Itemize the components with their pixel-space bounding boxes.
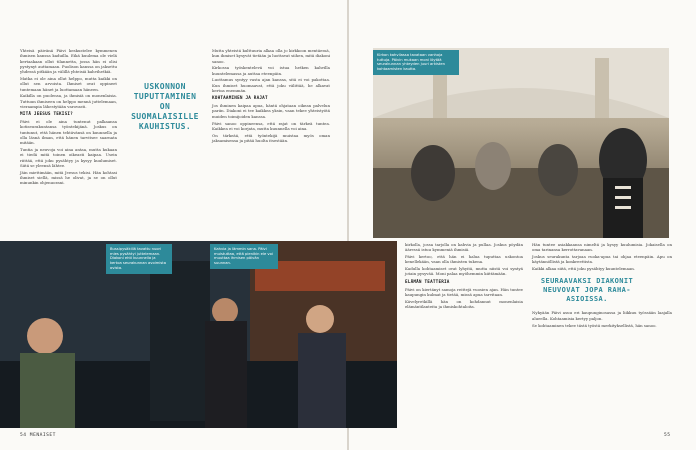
body-paragraph: Hän tuntee asiakkaansa nimeltä ja kysyy kuulumisia. Jokaisella on oma tarinansa kerrottavanaan.	[532, 242, 672, 253]
photo-church-interior	[373, 48, 669, 238]
subheading: MITÄ JEESUS TEKISI?	[20, 112, 73, 118]
street-illustration	[0, 241, 397, 428]
photo-street-evening	[0, 241, 397, 428]
left-column-2	[212, 48, 330, 145]
page-number-left: 54 MENAISET	[20, 433, 56, 438]
body-paragraph: Kaikilla on puolensa, ja ihmisiä on monenlaisia. Tuttuun ihmiseen on helppo mennä juttelemaan, vieraampia lähestytään varovasti.	[20, 93, 117, 109]
body-paragraph: Päivi on kiertänyt samoja reittejä vuosien ajan. Hän tuntee kaupungin kulmat ja tietää, missä apua tarvitaan.	[405, 286, 523, 297]
body-paragraph: Kirkossa työskentelevä voi istua hetken kahvilla kuuntelemassa ja auttaa eteenpäin.	[212, 65, 330, 76]
body-paragraph: On tärkeää, että työntekijä muistaa myös oman jaksamisensa ja pitää huolta itsestään.	[212, 132, 330, 143]
pull-quote-right: SEURAAVAKSI DIAKONIT NEUVOVAT JOPA RAHA-ASIOISSA.	[540, 277, 634, 304]
body-paragraph: Kadulla kohtaamiset ovat lyhyitä, mutta niistä voi syntyä jotain pysyvää. Moni palaa myöhemmin kiittämään.	[405, 266, 523, 277]
photo-caption-street-2: Kahvia ja lämmin sana. Päivi muistuttaa, että pienikin ele voi muuttaa ihmisen päivän suunnan.	[210, 244, 278, 269]
body-paragraph: Päivi sanoo oppineensa, että rajat on tärkeä tuntea. Kaikkea ei voi korjata, mutta kuunnella voi aina.	[212, 120, 330, 131]
photo-caption-church: Kirkon kahvilassa tavataan vanhoja tuttuja. Päivin mukaan moni löytää seurakunnan yhteyden juuri arkisten kohtaamisten kautta.	[373, 50, 459, 75]
body-paragraph: Luottamus syntyy vasta ajan kanssa, sitä ei voi pakottaa. Kun ihmiset huomaavat, että joku välittää, he alkavat kertoa enemmän.	[212, 77, 330, 94]
right-column-1	[405, 242, 523, 311]
body-paragraph: Yhteisä päivänä Päivi keskustelee kymmenen ihmisen kanssa kaduilla. Eikä kuulema ole vielä kertaakaan ollut tilannetta, jossa hän ei olisi pystynyt auttamaan. Puolison kanssa on jaksettu yhdessä pitkään ja välillä yhteisiä kahvihetkiä.	[20, 48, 117, 75]
body-paragraph: kirkolla, jossa tarjolla on kahvia ja pullaa. Joskus pöydän ääressä istuu kymmeniä ihmisiä.	[405, 242, 523, 253]
body-paragraph: Päivi ei ole aina tuntenut palkaansa kotiseurakuntansa työntekijänä. Joskus on tuntunut, että hänen tehtävänsä on kuunnella ja olla läsnä ilman, että hänen tarvitsee saarnata mitään.	[20, 119, 117, 146]
body-paragraph: Matka ei ole aina ollut helppo, mutta kaikki on ollut sen arvoista. Ihmiset ovat oppineet tuntemaan hänet ja luottamaan häneen.	[20, 75, 117, 92]
page-number-right: 55	[664, 433, 671, 438]
church-illustration	[373, 48, 669, 238]
body-paragraph: Päivi kertoo, että hän ei halua tuputtaa uskontoa kenellekään, vaan olla ihmisten tukena.	[405, 254, 523, 265]
left-column-1	[20, 48, 117, 187]
body-paragraph: Nykyään Päivi asuu eri kaupunginosassa ja liikkuu työssään laajalla alueella. Kohtaamisia kertyy paljon.	[532, 310, 672, 321]
body-paragraph: Jos ihminen kaipaa apua, häntä ohjataan oikean palvelun pariin. Diakoni ei tee kaikkea yksin, vaan tekee yhteistyötä muiden toimijoiden kanssa.	[212, 103, 330, 119]
body-paragraph: Mutta yhteistä kulttuuria alkaa olla jo kirkkoon mentäessä, kun ihmiset kysyvät tietään ja luottavat siihen, mitä diakoni sanoo.	[212, 48, 330, 64]
body-paragraph: Se kohtaaminen tekee tästä työstä merkityksellistä, hän sanoo.	[532, 322, 657, 328]
subheading: ELÄMÄN TEATTERIA	[405, 279, 450, 285]
body-paragraph: Kävelyretkillä hän on kohdannut monenlaisia elämäntilanteita ja ihmiskohtaloita.	[405, 298, 523, 309]
right-column-2	[532, 242, 672, 329]
body-paragraph: Kaikki alkaa siitä, että joku pysähtyy kuuntelemaan.	[532, 266, 636, 272]
body-paragraph: Tuntia ja neuvoja voi aina antaa, mutta kukaan ei tiedä mitä toinen oikeasti kaipaa. Usein riittää, että joku pysähtyy ja kysyy kuulumiset. Siitä se yleensä lähtee.	[20, 147, 117, 168]
body-paragraph: Joskus seurakunta tarjoaa ruoka-apua tai ohjaa eteenpäin. Apu on käytännöllistä ja konkreettista.	[532, 254, 672, 265]
body-paragraph: Jäin miettimään, mitä Jeesus tekisi. Hän kohtasi ihmiset siellä, missä he olivat, ja se on ollut minunkin ohjenuorani.	[20, 169, 117, 186]
photo-caption-street-1: Bussipysäkillä tavattu nuori mies pysähtyi juttelemaan. Diakoni ehti kuunnella ja kertoa seurakunnan avoimista ovista.	[106, 244, 172, 274]
subheading: KOHTAAMINEN JA RAJAT	[212, 96, 268, 102]
pull-quote-left: USKONNON TUPUTTAMINEN ON SUOMALAISILLE KAUHISTUS.	[131, 82, 199, 131]
